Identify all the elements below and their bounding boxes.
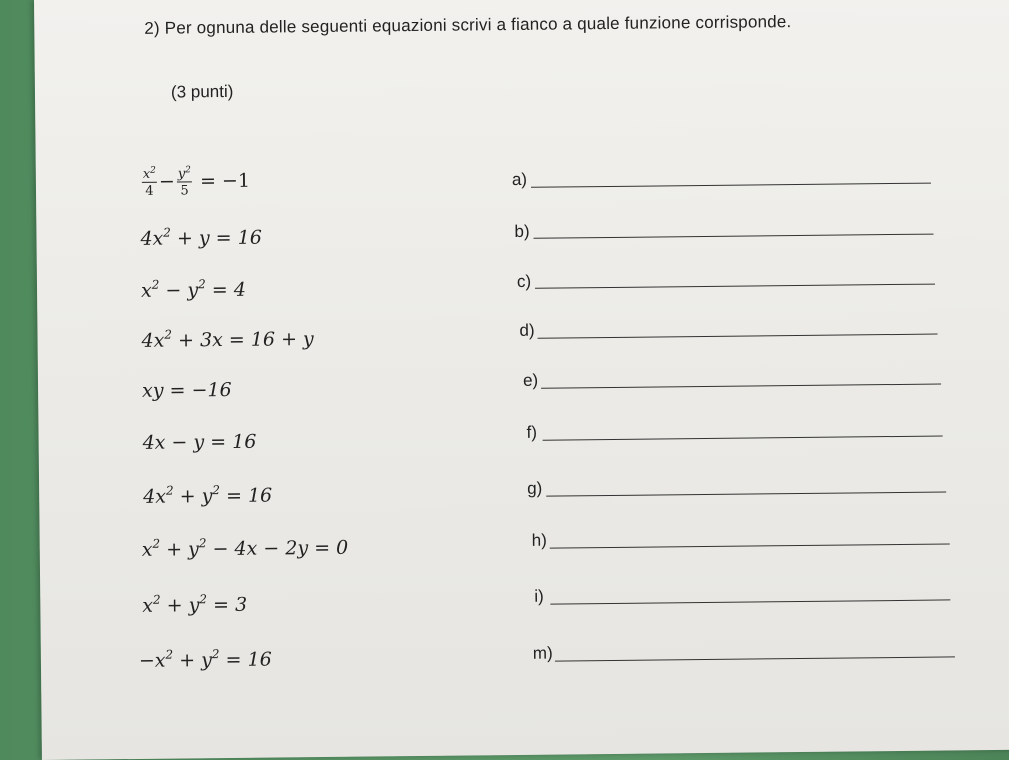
fraction-x-over-4: $\frac{x^2}{4}$ — [142, 165, 156, 199]
answer-line-c[interactable] — [535, 284, 935, 289]
answer-line-h[interactable] — [550, 543, 950, 548]
equation-2: $4x^2 + y = 16$ — [140, 225, 262, 250]
answer-label-d: d) — [519, 320, 535, 340]
answer-label-h: h) — [531, 530, 547, 550]
points-text: (3 punti) — [170, 81, 234, 102]
answer-line-b[interactable] — [534, 234, 934, 239]
answer-label-b: b) — [514, 221, 530, 241]
answer-label-c: c) — [516, 271, 532, 291]
answer-label-a: a) — [511, 169, 528, 190]
answer-line-m[interactable] — [555, 656, 955, 661]
answer-line-e[interactable] — [541, 384, 941, 389]
fraction-y-over-5: $\frac{y^2}{5}$ — [177, 165, 191, 199]
equation-8: $x^2 + y^2 - 4x - 2y = 0$ — [141, 536, 349, 561]
answer-line-g[interactable] — [546, 491, 946, 496]
answer-line-f[interactable] — [543, 436, 943, 441]
question-text: 2) Per ognuna delle seguenti equazioni scrivi a fianco a quale funzione corrisponde. — [144, 12, 792, 38]
equation-5: xy = −16 — [141, 378, 232, 402]
answer-label-m: m) — [532, 643, 553, 663]
equation-9: $x^2 + y^2 = 3$ — [142, 592, 248, 617]
answer-line-i[interactable] — [550, 599, 950, 604]
answer-label-f: f) — [526, 422, 538, 442]
equation-4: $4x^2 + 3x = 16 + y$ — [141, 327, 314, 352]
worksheet-paper — [34, 0, 1009, 760]
equation-1: $\frac{x^2}{4}$ − $\frac{y^2}{5}$ = −1 — [142, 165, 251, 199]
answer-line-d[interactable] — [538, 334, 938, 339]
answer-label-i: i) — [534, 586, 544, 606]
equation-10: $-x^2 + y^2 = 16$ — [138, 647, 272, 672]
answer-line-a[interactable] — [531, 183, 931, 188]
equation-6: 4x − y = 16 — [142, 430, 257, 454]
answer-label-e: e) — [522, 370, 539, 390]
answer-label-g: g) — [527, 478, 543, 498]
equation-3: $x^2 - y^2 = 4$ — [140, 277, 246, 302]
equation-7: $4x^2 + y^2 = 16$ — [143, 483, 273, 508]
